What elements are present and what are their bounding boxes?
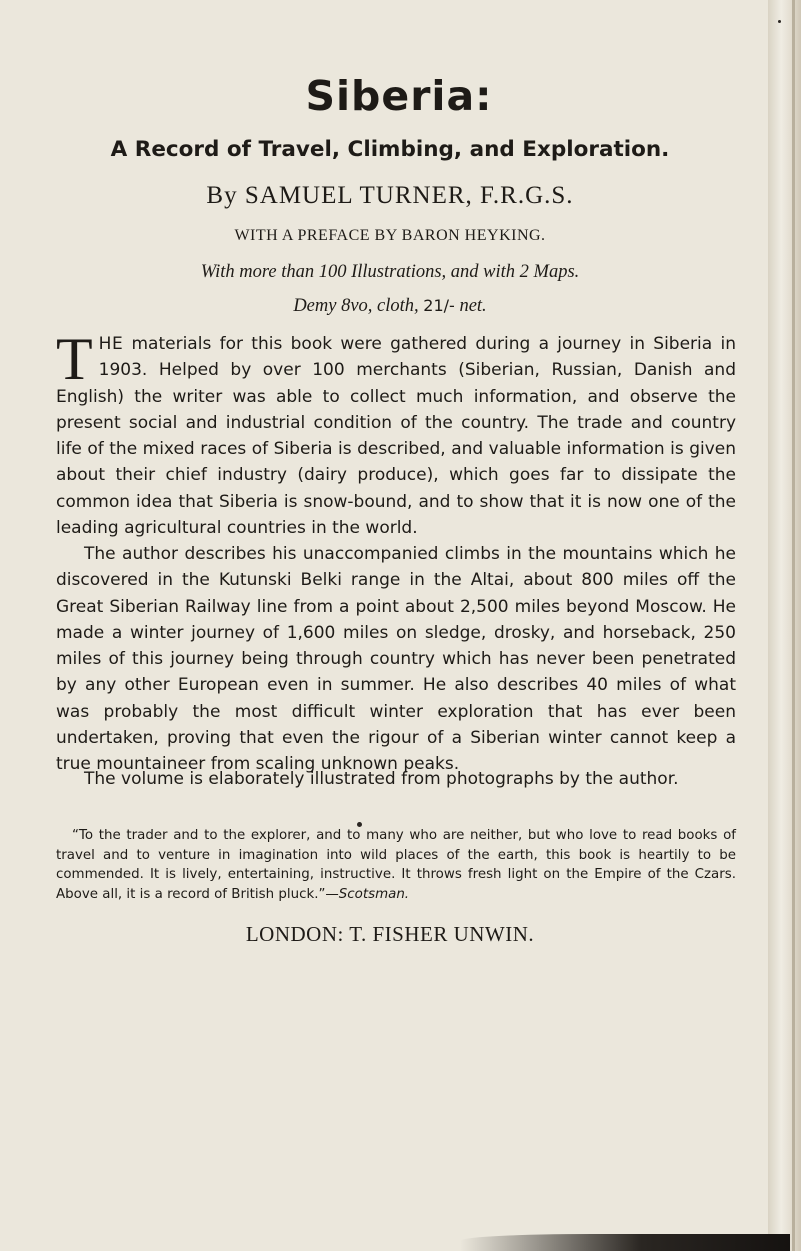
- page-edge-line: [792, 0, 795, 1251]
- binding-price-line: [0, 296, 780, 317]
- paragraph-1-smallcaps: HE: [98, 334, 124, 354]
- ink-speck: [778, 20, 781, 23]
- author-line: [0, 182, 780, 210]
- book-subtitle: A Record of Travel, Climbing, and Exploration.: [110, 137, 670, 162]
- binding-format: Demy 8vo, cloth,: [293, 296, 419, 316]
- review-quote: [56, 826, 736, 904]
- price-net: net.: [459, 296, 487, 316]
- page-edge: [768, 0, 801, 1251]
- description-paragraph-3: The volume is elaborately illustrated from photographs by the author.: [84, 769, 679, 789]
- price: 21/-: [423, 296, 455, 315]
- author-name: SAMUEL TURNER, F.R.G.S.: [244, 182, 574, 209]
- publisher-imprint: LONDON: T. FISHER UNWIN.: [245, 922, 535, 946]
- preface-line: WITH A PREFACE BY BARON HEYKING.: [234, 227, 546, 244]
- book-title: Siberia:: [305, 72, 493, 120]
- binding-shadow: [460, 1234, 790, 1251]
- description-paragraph-1: [56, 326, 736, 541]
- author-by: By: [206, 182, 238, 209]
- drop-cap: T: [56, 326, 93, 392]
- description-paragraph-2: The author describes his unaccompanied climbs in the mountains which he discovered in the Kutunski Belki range in the Altai, about 800 miles off the Great Siberian Railway line from a point about 2,500 miles beyond Moscow. He made a winter journey of 1,600 miles on sledge, drosky, and horseback, 250 miles of this journey being through country which has never been penetrated by any other European even in summer. He also describes 40 miles of what was probably the most difficult winter exploration that has ever been undertaken, proving that even the rigour of a Siberian winter cannot keep a true mountaineer from scaling unknown peaks.: [56, 544, 736, 775]
- ink-speck: [357, 822, 362, 827]
- illustrations-line: With more than 100 Illustrations, and with 2 Maps.: [200, 262, 580, 282]
- paragraph-1-text: materials for this book were gathered during a journey in Siberia in 1903. Helped by over 100 merchants (Siberian, Russian, Danish and English) the writer was able to collect much information, and observe the present social and industrial condition of the country. The trade and country life of the mixed races of Siberia is described, and valuable information is given about their chief industry (dairy produce), which goes far to dissipate the common idea that Siberia is snow-bound, and to show that it is now one of the leading agricultural countries in the world.: [56, 334, 736, 539]
- review-quote-text: “To the trader and to the explorer, and to many who are neither, but who love to read books of travel and to venture in imagination into wild places of the earth, this book is heartily to be commended. It is lively, entertaining, instructive. It throws fresh light on the Empire of the Czars. Above all, it is a record of British pluck.”: [56, 828, 736, 902]
- review-source: —Scotsman.: [325, 886, 410, 902]
